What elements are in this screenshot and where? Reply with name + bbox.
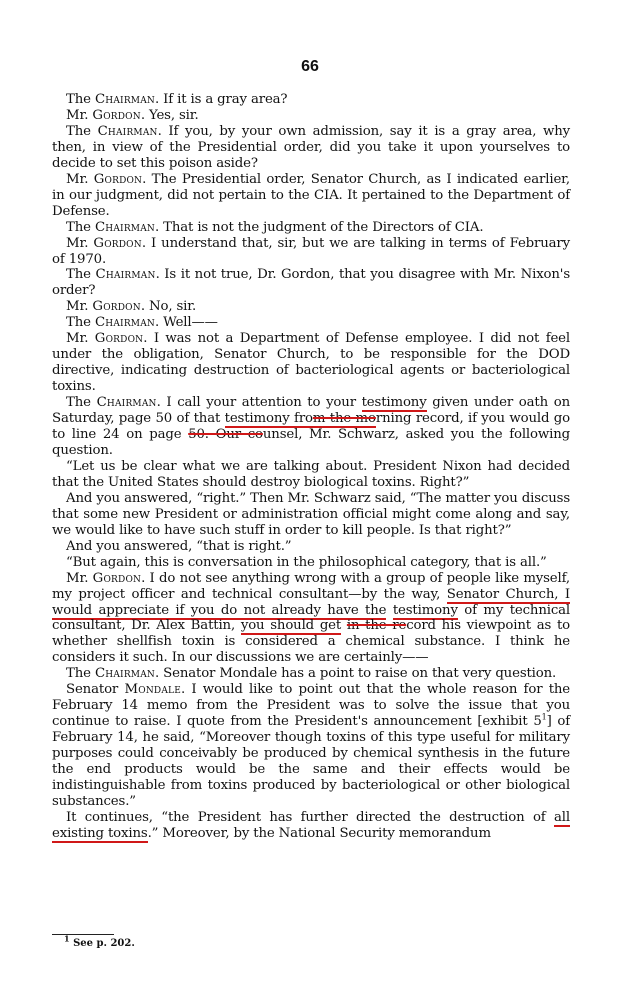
red-strike-annotation: 50. Our co: [188, 427, 263, 443]
red-strike-annotation: m the mo: [312, 411, 376, 427]
paragraph-16: Mr. Gordon. I do not see anything wrong with a group of people like myself, my project officer and technical consultant—by the way, Senator Church, I would appreciate if you do not already have the testimony of my technical consultant, Dr. Alex Battin, you should get in the record his viewpoint as to whether shellfish toxin is considered a chemical substance. I think he considers it such. In our discussions we are certainly——: [52, 570, 571, 666]
red-underline-annotation: you should get: [240, 618, 342, 634]
paragraph-15: “But again, this is conversation in the philosophical category, that is all.”: [66, 554, 547, 570]
footnote-divider: [52, 934, 114, 935]
paragraph-17: The Chairman. Senator Mondale has a point to raise on that very question.: [66, 666, 557, 682]
speaker-chairman: Chairman: [94, 666, 155, 682]
paragraph-6: Mr. Gordon. I understand that, sir, but we are talking in terms of February of 1970.: [52, 235, 570, 267]
footnote-marker: 1: [64, 933, 70, 944]
red-underline-annotation: Senator Church, I would appreciate if you do not already have the: [52, 586, 570, 618]
paragraph-13: And you answered, “right.” Then Mr. Schwarz said, “The matter you discuss that some new President or administration official might come along and say, we would like to have such stuff in order to kill people. Is that right?”: [52, 490, 570, 538]
speaker-mondale: Mondale: [124, 682, 181, 698]
paragraph-4: Mr. Gordon. The Presidential order, Senator Church, as I indicated earlier, in our judgment, did not pertain to the CIA. It pertained to the Department of Defense.: [52, 171, 570, 219]
speaker-gordon: Gordon: [92, 107, 141, 123]
paragraph-10: Mr. Gordon. I was not a Department of Defense employee. I did not feel under the obligation, Senator Church, to be responsible for the DOD directive, indicating destruction of bacteriological agents or bacteriological toxins.: [52, 331, 571, 395]
paragraph-2: Mr. Gordon. Yes, sir.: [66, 107, 199, 123]
paragraph-7: The Chairman. Is it not true, Dr. Gordon, that you disagree with Mr. Nixon's order?: [52, 267, 570, 299]
red-underline-annotation: fro: [289, 411, 313, 427]
paragraph-12: “Let us be clear what we are talking about. President Nixon had decided that the United States should destroy biological toxins. Right?”: [52, 458, 570, 490]
paragraph-8: Mr. Gordon. No, sir.: [66, 299, 197, 315]
footnote: [64, 933, 135, 949]
speaker-gordon: Gordon: [93, 171, 143, 187]
speaker-chairman: Chairman: [94, 315, 155, 331]
paragraph-14: And you answered, “that is right.”: [66, 538, 292, 554]
red-strike-annotation: in the re: [346, 618, 407, 634]
speaker-chairman: Chairman: [96, 395, 157, 411]
red-underline-annotation: testimony: [361, 395, 427, 411]
page-number: 66: [301, 58, 319, 75]
red-underline-annotation: testimony: [392, 602, 458, 618]
footnote-text: See p. 202.: [73, 938, 135, 949]
speaker-chairman: Chairman: [94, 92, 155, 107]
paragraph-9: The Chairman. Well——: [66, 315, 218, 331]
red-underline-annotation: all existing toxins: [52, 809, 570, 841]
speaker-chairman: Chairman: [97, 123, 158, 139]
paragraph-18: Senator Mondale. I would like to point out that the whole reason for the February 14 memo from the President was to solve the issue that you continue to raise. I quote from the President's announcement [exhibit $5^1$] of February 14, he said, “Moreover though toxins of this type useful for military purposes could conceivably be produced by chemical synthesis in the future the end products would be the same and their effects would be indistinguishable from toxins produced by bacteriological or other biological substances.”: [52, 682, 571, 809]
speaker-gordon: Gordon: [93, 235, 142, 251]
speaker-gordon: Gordon: [94, 331, 144, 347]
speaker-chairman: Chairman: [95, 267, 156, 283]
paragraph-11: The Chairman. I call your attention to your testimony given under oath on Saturday, page 50 of that testimony from the morning record, if you would go to line 24 on page 50. Our counsel, Mr. Schwarz, asked you the following question.: [52, 395, 571, 458]
footnote-reference: 1: [541, 712, 547, 722]
red-underline-annotation: testimony: [224, 411, 290, 427]
paragraph-1: The Chairman. If it is a gray area?: [66, 92, 288, 107]
paragraph-3: The Chairman. If you, by your own admission, say it is a gray area, why then, in view of the Presidential order, did you take it upon yourselves to decide to set this poison aside?: [52, 123, 570, 171]
speaker-gordon: Gordon: [92, 570, 142, 586]
speaker-gordon: Gordon: [92, 299, 141, 315]
speaker-chairman: Chairman: [94, 219, 155, 235]
paragraph-5: The Chairman. That is not the judgment of the Directors of CIA.: [66, 219, 484, 235]
hearing-transcript: [52, 92, 570, 842]
paragraph-19: It continues, “the President has further directed the destruction of all existing toxins.” Moreover, by the National Security memorandum: [52, 809, 570, 841]
